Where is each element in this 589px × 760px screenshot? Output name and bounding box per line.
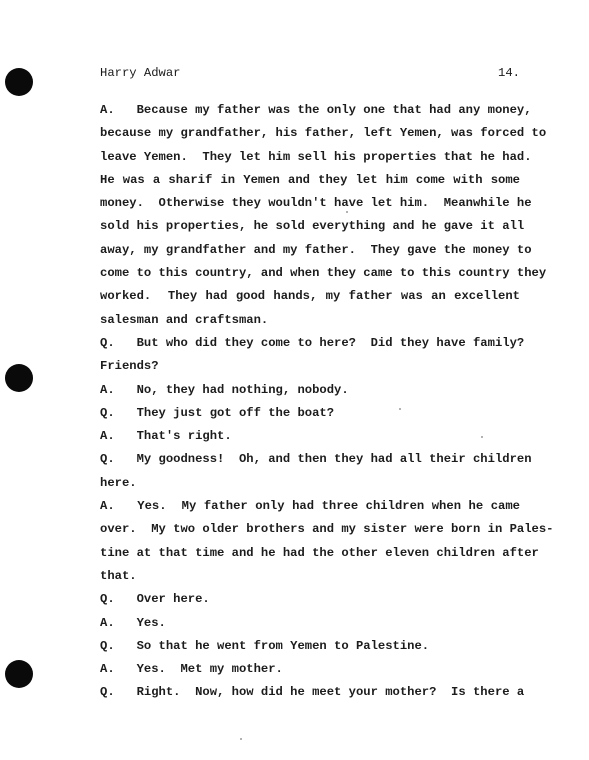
transcript-line: because my grandfather, his father, left Yemen, was forced to xyxy=(100,126,547,141)
transcript-body xyxy=(100,99,554,705)
punch-hole-bottom xyxy=(5,660,33,688)
punch-hole-top xyxy=(5,68,33,96)
transcript-line: A. Yes. My father only had three children when he came xyxy=(100,499,520,514)
punch-hole-middle xyxy=(5,364,33,392)
transcript-line: A. Yes. xyxy=(100,615,166,630)
transcript-line: away, my grandfather and my father. They gave the money to xyxy=(100,242,532,257)
transcript-line: A. No, they had nothing, nobody. xyxy=(100,382,349,397)
transcript-line: money. Otherwise they wouldn't have let him. Meanwhile he xyxy=(100,196,532,211)
paper-speck xyxy=(399,408,401,410)
transcript-line: Q. But who did they come to here? Did they have family? xyxy=(100,335,525,350)
transcript-line: that. xyxy=(100,568,137,583)
interviewee-name: Harry Adwar xyxy=(100,66,181,80)
transcript-line: A. Yes. Met my mother. xyxy=(100,662,283,677)
transcript-line: come to this country, and when they came to this country they xyxy=(100,266,547,281)
transcript-line: Q. They just got off the boat? xyxy=(100,405,335,420)
transcript-line: He was a sharif in Yemen and they let him come with some xyxy=(100,172,520,187)
transcript-line: salesman and craftsman. xyxy=(100,312,269,327)
transcript-line: Q. Over here. xyxy=(100,592,210,607)
transcript-line: worked. They had good hands, my father was an excellent xyxy=(100,289,520,304)
transcript-line: A. That's right. xyxy=(100,429,232,444)
transcript-line: Friends? xyxy=(100,359,159,374)
transcript-line: A. Because my father was the only one that had any money, xyxy=(100,103,532,117)
transcript-line: leave Yemen. They let him sell his properties that he had. xyxy=(100,149,532,164)
transcript-line: here. xyxy=(100,475,137,490)
transcript-line: Q. My goodness! Oh, and then they had all their children xyxy=(100,452,532,467)
transcript-line: Q. So that he went from Yemen to Palestine. xyxy=(100,638,430,653)
paper-speck xyxy=(481,436,483,438)
paper-speck xyxy=(240,738,242,740)
transcript-line: over. My two older brothers and my sister were born in Pales- xyxy=(100,522,554,537)
transcript-line: tine at that time and he had the other eleven children after xyxy=(100,545,539,560)
page-number: 14. xyxy=(498,66,520,80)
transcript-line: sold his properties, he sold everything and he gave it all xyxy=(100,219,525,234)
paper-speck xyxy=(346,211,348,213)
transcript-line: Q. Right. Now, how did he meet your mother? Is there a xyxy=(100,685,525,700)
